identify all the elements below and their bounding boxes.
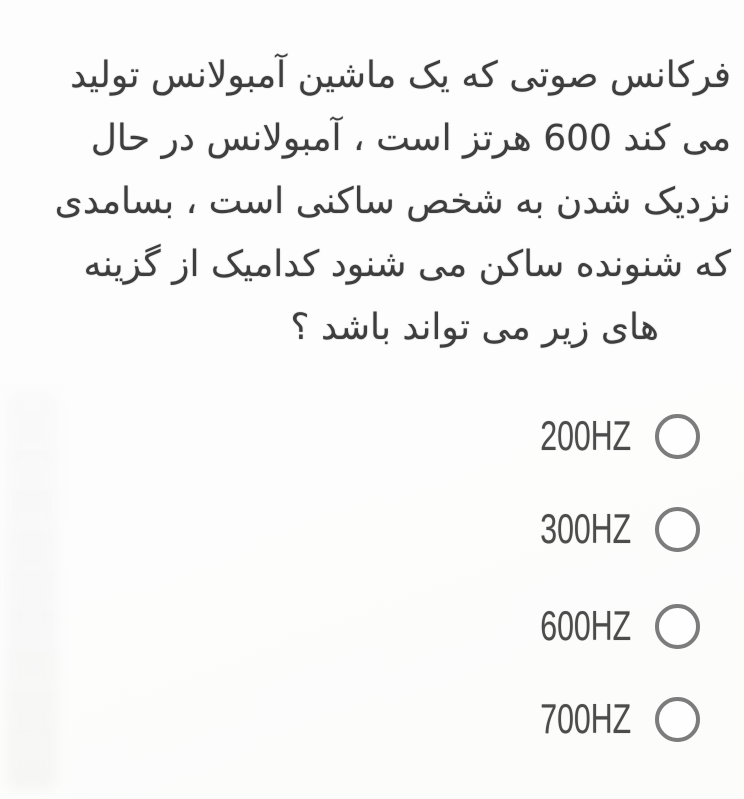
question-line-2: می کند 600 هرتز است ، آمبولانس در حال	[90, 118, 731, 159]
question-line-1: فرکانس صوتی که یک ماشین آمبولانس تولید	[70, 55, 731, 96]
option-label-200hz[interactable]: 200HZ	[540, 412, 631, 459]
radio-button-600hz[interactable]	[655, 604, 700, 649]
option-label-300hz[interactable]: 300HZ	[540, 505, 631, 552]
question-line-3: نزدیک شدن به شخص ساکنی است ، بسامدی	[54, 181, 731, 222]
option-row-700hz[interactable]	[0, 696, 744, 742]
radio-button-700hz[interactable]	[655, 697, 700, 742]
option-row-600hz[interactable]	[0, 603, 744, 649]
option-label-600hz[interactable]: 600HZ	[540, 602, 631, 649]
radio-button-200hz[interactable]	[655, 414, 700, 459]
question-text	[10, 44, 731, 359]
option-row-200hz[interactable]	[0, 413, 744, 459]
radio-button-300hz[interactable]	[655, 507, 700, 552]
option-label-700hz[interactable]: 700HZ	[540, 695, 631, 742]
question-line-5: های زیر می تواند باشد ؟	[290, 307, 659, 348]
option-row-300hz[interactable]	[0, 506, 744, 552]
question-line-4: که شنونده ساکن می شنود کدامیک از گزینه	[83, 244, 731, 285]
